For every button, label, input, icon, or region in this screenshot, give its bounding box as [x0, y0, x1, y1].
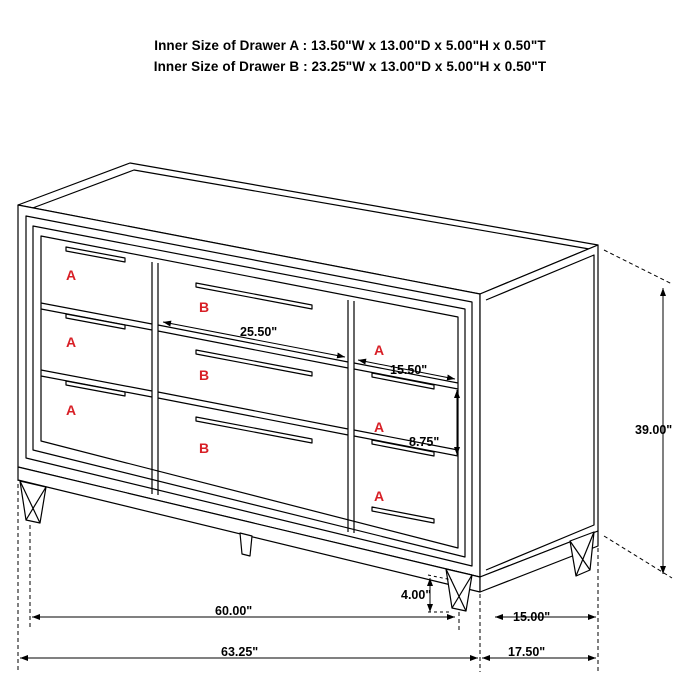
drawer-label-a4: A [374, 342, 385, 358]
header-line-1: Inner Size of Drawer A : 13.50"W x 13.00"D x 5.00"H x 0.50"T [154, 38, 546, 53]
dim-leg-height: 4.00" [401, 588, 432, 602]
drawer-label-a5: A [374, 419, 385, 435]
dim-drawer-b-width: 25.50" [240, 325, 278, 339]
drawer-label-b2: B [199, 367, 210, 383]
header-line-2: Inner Size of Drawer B : 23.25"W x 13.00"D x 5.00"H x 0.50"T [153, 59, 547, 74]
dim-overall-height: 39.00" [635, 423, 673, 437]
drawer-label-a1: A [66, 267, 77, 283]
dim-drawer-a-width: 15.50" [390, 363, 428, 377]
drawer-label-b1: B [199, 299, 210, 315]
dim-drawer-height: 8.75" [409, 435, 440, 449]
dim-case-width: 60.00" [215, 604, 253, 618]
drawer-label-a3: A [66, 402, 77, 418]
drawer-label-b3: B [199, 440, 210, 456]
dim-overall-width: 63.25" [221, 645, 259, 659]
dim-depth-top: 15.00" [513, 610, 551, 624]
dim-depth-bottom: 17.50" [508, 645, 546, 659]
drawer-label-a2: A [66, 334, 77, 350]
drawer-label-a6: A [374, 488, 385, 504]
